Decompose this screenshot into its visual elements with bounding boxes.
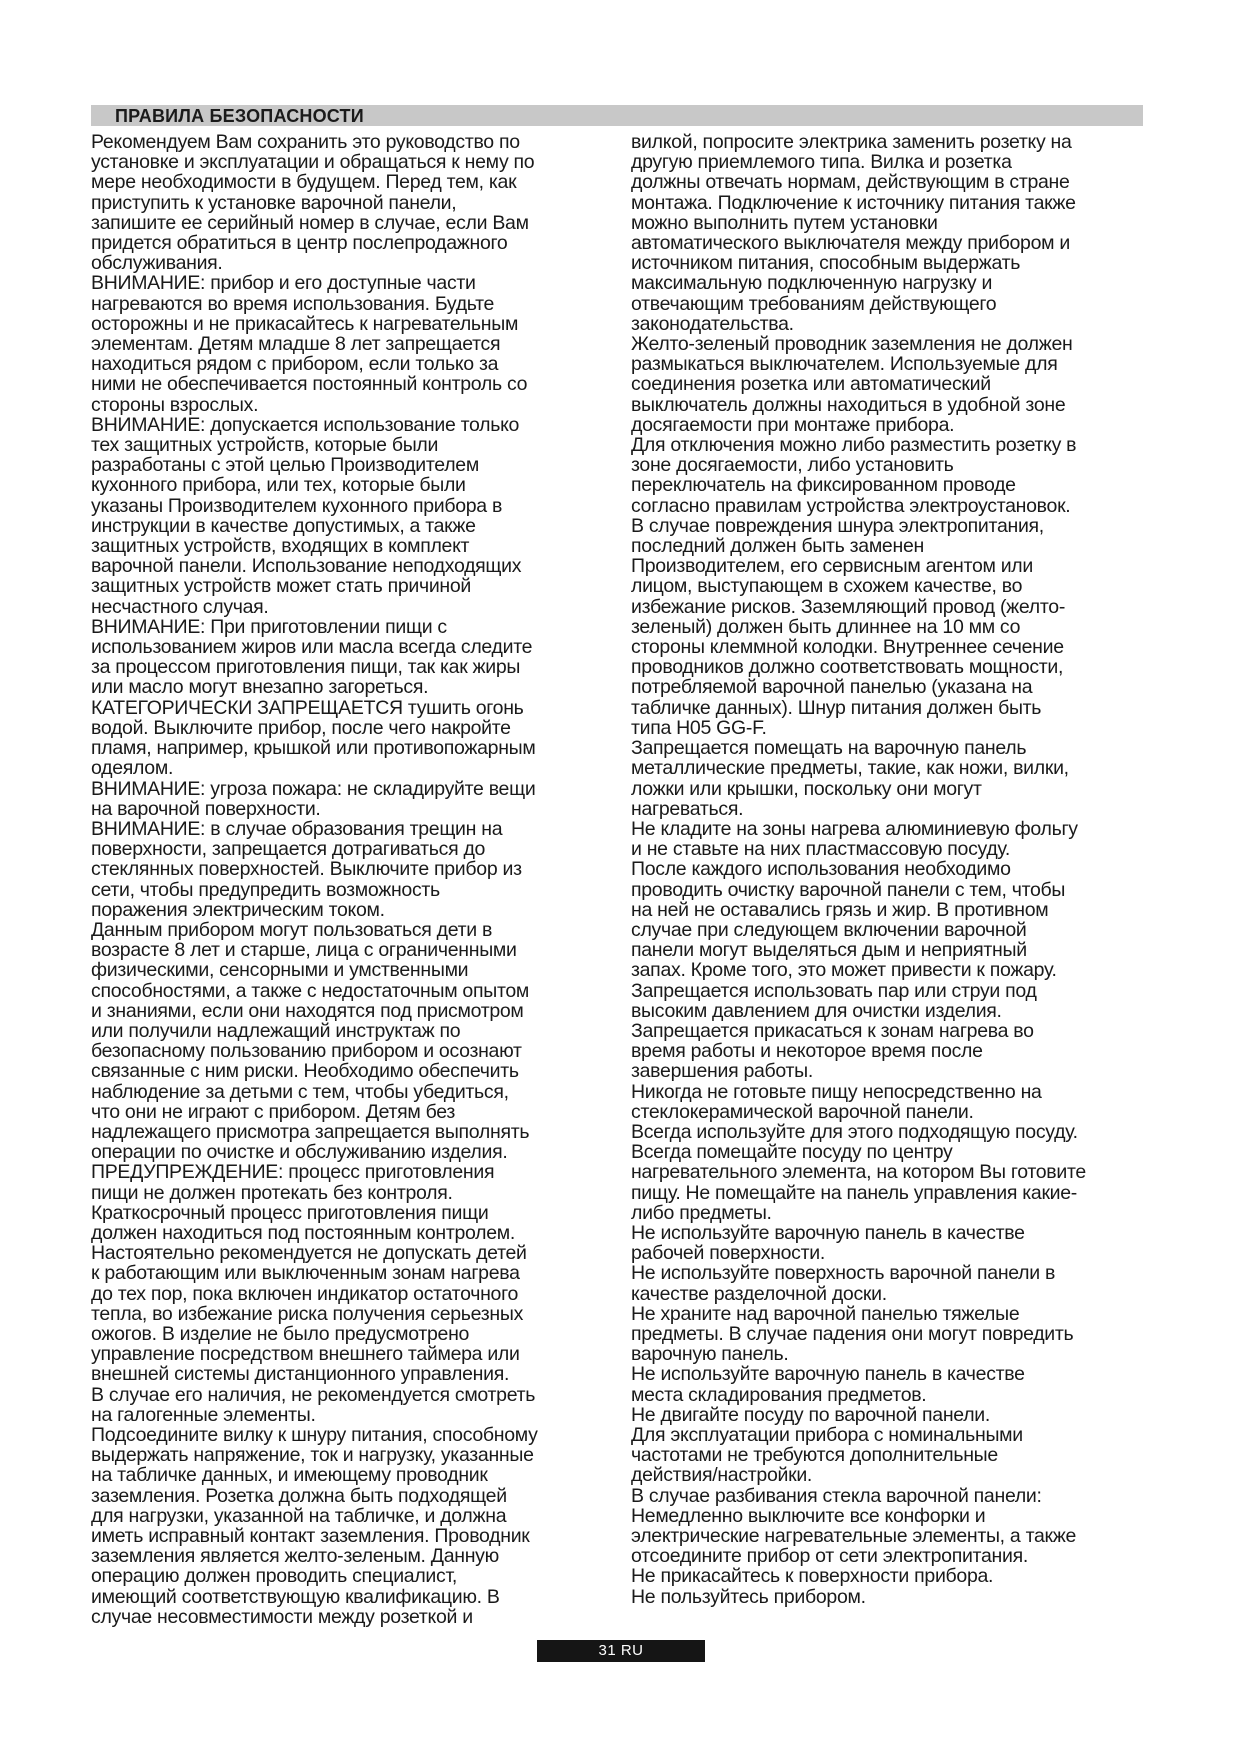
text-line: поверхности, запрещается дотрагиваться до [91,838,486,861]
text-line: стеклокерамической варочной панели. [631,1100,974,1123]
text-line: Не пользуйтесь прибором. [631,1585,866,1608]
text-line: надлежащего присмотра запрещается выполнять [91,1120,530,1143]
text-line: физическими, сенсорными и умственными [91,959,469,982]
text-line: другую приемлемого типа. Вилка и розетка [631,151,1012,174]
text-line: ВНИМАНИЕ: допускается использование только [91,413,520,436]
text-line: тепла, во избежание риска получения серьезных [91,1302,524,1325]
text-line: за процессом приготовления пищи, так как жиры [91,656,521,679]
text-line: до тех пор, пока включен индикатор остаточного [91,1282,519,1305]
text-line: на ней не оставались грязь и жир. В противном [631,898,1049,921]
text-line: табличке данных). Шнур питания должен быть [631,696,1042,719]
text-line: Не используйте варочную панель в качестве [631,1221,1025,1244]
text-line: разработаны с этой целью Производителем [91,454,479,477]
text-line: связанные с ним риски. Необходимо обеспечить [91,1060,519,1083]
text-line: заземления является желто-зеленым. Данную [91,1545,499,1568]
text-line: находиться рядом с прибором, если только за [91,353,499,376]
text-line: Краткосрочный процесс приготовления пищи [91,1201,489,1224]
text-line: наблюдение за детьми с тем, чтобы убедиться, [91,1080,509,1103]
text-line: имеющий соответствующую квалификацию. В [91,1585,500,1608]
text-line: на галогенные элементы. [91,1403,316,1426]
text-line: обслуживания. [91,252,223,275]
text-line: использованием жиров или масла всегда следите [91,636,533,659]
text-line: соединения розетка или автоматический [631,373,991,396]
text-line: панели могут выделяться дым и неприятный [631,939,1027,962]
text-line: типа H05 GG-F. [631,716,767,739]
text-line: автоматического выключателя между прибором и [631,232,1070,255]
text-line: можно выполнить путем установки [631,211,938,234]
text-line: запишите ее серийный номер в случае, если Вам [91,211,529,234]
text-line: частотами не требуются дополнительные [631,1444,998,1467]
text-line: и не ставьте на них пластмассовую посуду. [631,838,1011,861]
text-line: ВНИМАНИЕ: прибор и его доступные части [91,272,476,295]
text-line: металлические предметы, такие, как ножи, вилки, [631,757,1069,780]
text-line: Не прикасайтесь к поверхности прибора. [631,1565,994,1588]
text-line: Для отключения можно либо разместить розетку в [631,434,1077,457]
text-line: выдержать напряжение, ток и нагрузку, указанные [91,1444,534,1467]
text-line: водой. Выключите прибор, после чего накройте [91,716,511,739]
text-line: варочную панель. [631,1343,789,1366]
text-line: законодательства. [631,312,794,335]
text-line: ожогов. В изделие не было предусмотрено [91,1322,470,1345]
text-line: монтажа. Подключение к источнику питания также [631,191,1076,214]
text-line: пищу. Не помещайте на панель управления какие- [631,1181,1078,1204]
text-line: стороны взрослых. [91,393,259,416]
text-line: ВНИМАНИЕ: При приготовлении пищи с [91,615,447,638]
text-line: нагревательного элемента, на котором Вы готовите [631,1161,1086,1184]
text-line: сети, чтобы предупредить возможность [91,878,440,901]
text-line: Настоятельно рекомендуется не допускать детей [91,1242,527,1265]
text-line: иметь исправный контакт заземления. Проводник [91,1525,530,1548]
text-line: Не кладите на зоны нагрева алюминиевую фольгу [631,817,1078,840]
text-line: указаны Производителем кухонного прибора в [91,494,503,517]
text-line: В случае его наличия, не рекомендуется смотреть [91,1383,536,1406]
text-line: или получили надлежащий инструктаж по [91,1019,461,1042]
text-line: поражения электрическим током. [91,898,385,921]
text-line: проводников должно соответствовать мощности, [631,656,1064,679]
page-number: 31 RU [598,1642,644,1659]
text-line: завершения работы. [631,1060,813,1083]
text-line: возрасте 8 лет и старше, лица с ограниченными [91,939,517,962]
text-line: зоне досягаемости, либо установить [631,454,954,477]
text-line: размыкаться выключателем. Используемые для [631,353,1058,376]
text-line: защитных устройств может стать причиной [91,575,472,598]
text-line: осторожны и не прикасайтесь к нагревательным [91,312,519,335]
text-line: что они не играют с прибором. Детям без [91,1100,456,1123]
text-line: КАТЕГОРИЧЕСКИ ЗАПРЕЩАЕТСЯ тушить огонь [91,696,524,719]
text-line: на варочной поверхности. [91,797,321,820]
text-line: способностями, а также с недостаточным опытом [91,979,530,1002]
text-line: защитных устройств, входящих в комплект [91,535,470,558]
text-line: безопасному пользованию прибором и осознают [91,1040,522,1063]
text-line: Рекомендуем Вам сохранить это руководство по [91,131,520,153]
text-line: действия/настройки. [631,1464,813,1487]
text-line: ними не обеспечивается постоянный контроль со [91,373,528,396]
text-line: Не храните над варочной панелью тяжелые [631,1302,1020,1325]
text-line: одеялом. [91,757,174,780]
text-line: к работающим или выключенным зонам нагрева [91,1262,520,1285]
text-line: В случае разбивания стекла варочной панели: [631,1484,1042,1507]
text-line: места складирования предметов. [631,1383,927,1406]
text-line: варочной панели. Использование неподходящих [91,555,522,578]
text-line: и знаниями, если они находятся под присмотром [91,999,524,1022]
text-line: В случае повреждения шнура электропитания, [631,514,1044,537]
text-line: элементам. Детям младше 8 лет запрещается [91,333,501,356]
text-line: пищи не должен протекать без контроля. [91,1181,453,1204]
text-line: нагреваться. [631,797,744,820]
text-line: предметы. В случае падения они могут повредить [631,1322,1074,1345]
text-line: Всегда помещайте посуду по центру [631,1141,953,1164]
text-line: на табличке данных, и имеющему проводник [91,1464,488,1487]
text-line: ВНИМАНИЕ: в случае образования трещин на [91,817,503,840]
text-line: несчастного случая. [91,595,269,618]
text-line: отсоедините прибор от сети электропитания. [631,1545,1028,1568]
text-line: избежание рисков. Заземляющий провод (желто- [631,595,1066,618]
text-line: управление посредством внешнего таймера или [91,1343,520,1366]
text-line: максимальную подключенную нагрузку и [631,272,993,295]
text-line: стеклянных поверхностей. Выключите прибор из [91,858,522,881]
text-line: согласно правилам устройства электроустановок. [631,494,1071,517]
text-line: Не используйте варочную панель в качестве [631,1363,1025,1386]
text-line: источником питания, способным выдержать [631,252,1021,275]
text-line: зеленый) должен быть длиннее на 10 мм со [631,615,1021,638]
text-line: время работы и некоторое время после [631,1040,983,1063]
text-line: запах. Кроме того, это может привести к пожару. [631,959,1057,982]
text-line: высоким давлением для очистки изделия. [631,999,1002,1022]
left-text-column [91,132,611,1627]
text-line: операцию должен проводить специалист, [91,1565,458,1588]
text-line: проводить очистку варочной панели с тем, чтобы [631,878,1066,901]
text-line: Немедленно выключите все конфорки и [631,1504,986,1527]
text-line: для нагрузки, указанной на табличке, и должна [91,1504,507,1527]
text-line: приступить к установке варочной панели, [91,191,457,214]
text-line: отвечающим требованиям действующего [631,292,997,315]
text-line: пламя, например, крышкой или противопожарным [91,737,536,760]
text-line: Данным прибором могут пользоваться дети в [91,918,493,941]
text-line: лицом, выступающем в схожем качестве, во [631,575,1023,598]
section-title: ПРАВИЛА БЕЗОПАСНОСТИ [115,106,364,126]
text-line: рабочей поверхности. [631,1242,825,1265]
text-line: тех защитных устройств, которые были [91,434,439,457]
text-line: установке и эксплуатации и обращаться к нему по [91,151,535,174]
text-line: Не двигайте посуду по варочной панели. [631,1403,990,1426]
right-text-column [631,132,1151,1607]
text-line: Для эксплуатации прибора с номинальными [631,1424,1023,1446]
text-line: придется обратиться в центр послепродажного [91,232,508,255]
text-line: заземления. Розетка должна быть подходящей [91,1484,507,1507]
text-line: либо предметы. [631,1201,772,1224]
text-line: потребляемой варочной панелью (указана на [631,676,1033,699]
text-line: инструкции в качестве допустимых, а также [91,514,476,537]
text-line: кухонного прибора, или тех, которые были [91,474,466,497]
text-line: внешней системы дистанционного управления. [91,1363,510,1386]
text-line: электрические нагревательные элементы, а также [631,1525,1077,1548]
text-line: Запрещается прикасаться к зонам нагрева во [631,1019,1034,1042]
text-line: Никогда не готовьте пищу непосредственно на [631,1080,1042,1103]
page-number-box [537,1640,705,1662]
text-line: Производителем, его сервисным агентом или [631,555,1033,578]
text-line: вилкой, попросите электрика заменить розетку на [631,131,1072,153]
text-line: операции по очистке и обслуживанию изделия. [91,1141,508,1164]
text-line: нагреваются во время использования. Будьте [91,292,495,315]
text-line: ПРЕДУПРЕЖДЕНИЕ: процесс приготовления [91,1161,495,1184]
text-line: качестве разделочной доски. [631,1282,887,1305]
text-line: Запрещается использовать пар или струи под [631,979,1037,1002]
text-line: Всегда используйте для этого подходящую посуду. [631,1120,1078,1143]
text-line: последний должен быть заменен [631,535,924,558]
text-line: Запрещается помещать на варочную панель [631,737,1027,760]
section-header-bar [91,105,1143,126]
text-line: должны отвечать нормам, действующим в стране [631,171,1070,194]
text-line: Желто-зеленый проводник заземления не должен [631,333,1073,356]
text-line: случае при следующем включении варочной [631,918,1027,941]
text-line: После каждого использования необходимо [631,858,1011,881]
text-line: выключатель должны находиться в удобной зоне [631,393,1066,416]
text-line: ВНИМАНИЕ: угроза пожара: не складируйте вещи [91,777,536,800]
text-line: досягаемости при монтаже прибора. [631,413,955,436]
text-line: должен находиться под постоянным контролем. [91,1221,516,1244]
text-line: Не используйте поверхность варочной панели в [631,1262,1056,1285]
text-line: переключатель на фиксированном проводе [631,474,1016,497]
text-line: стороны клеммной колодки. Внутреннее сечение [631,636,1064,659]
text-line: случае несовместимости между розеткой и [91,1605,473,1628]
text-line: ложки или крышки, поскольку они могут [631,777,982,800]
text-line: Подсоедините вилку к шнуру питания, способному [91,1424,538,1446]
text-line: мере необходимости в будущем. Перед тем, как [91,171,517,194]
text-line: или масло могут внезапно загореться. [91,676,429,699]
